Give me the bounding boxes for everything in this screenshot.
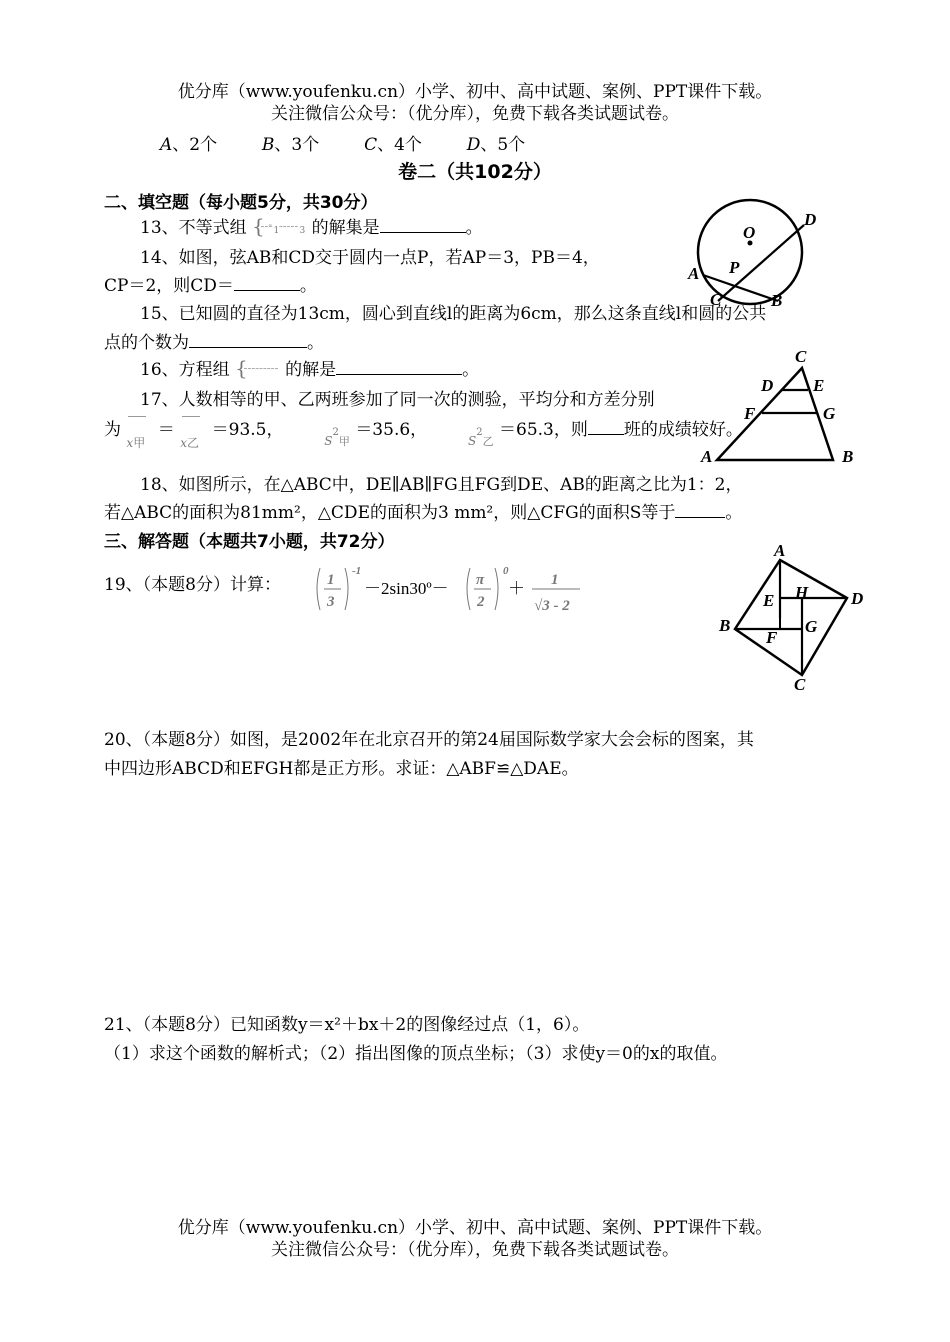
variance-a: S2甲 <box>324 427 350 448</box>
system-brace-image: {̃ ̃ ̃̃1 ̃ ̃ ̃ ̃ ̃3 <box>252 214 307 238</box>
square-figure <box>710 538 870 693</box>
question-16: 16、方程组 {̃ ̃ ̃ ̃ ̃ ̃ ̃ ̃ ̃ 的解是 。 <box>140 356 480 380</box>
label-g: G <box>805 617 818 636</box>
equation-system-image: {̃ ̃ ̃ ̃ ̃ ̃ ̃ ̃ ̃ <box>235 356 280 380</box>
q12-options <box>160 130 525 155</box>
header-line-1: 优分库（www.youfenku.cn）小学、初中、高中试题、案例、PPT课件下载。 <box>177 82 773 102</box>
question-18-line1: 18、如图所示，在△ABC中，DE∥AB∥FG且FG到DE、AB的距离之比为1：2， <box>140 475 743 495</box>
exp-neg1: -1 <box>352 565 362 577</box>
question-15-line1: 15、已知圆的直径为13cm，圆心到直线l的距离为6cm，那么这条直线l和圆的公共 <box>140 304 767 324</box>
variance-b: S2乙 <box>467 427 494 448</box>
question-14-line2: CP＝2，则CD＝ 。 <box>104 271 317 296</box>
label-d: D <box>761 376 774 395</box>
triangle-figure <box>695 342 865 472</box>
option-a: A、2个 <box>160 135 218 155</box>
pi-num: π <box>476 572 485 588</box>
frac1-den: 3 <box>327 594 335 610</box>
circle <box>698 200 802 304</box>
label-b: B <box>719 616 731 635</box>
question-17-line1: 17、人数相等的甲、乙两班参加了同一次的测验，平均分和方差分别 <box>140 390 655 410</box>
question-18-line2: 若△ABC的面积为81mm²，△CDE的面积为3 mm²，则△CFG的面积S等于 。 <box>104 498 742 523</box>
label-f: F <box>766 628 778 647</box>
footer-line-2: 关注微信公众号：（优分库），免费下载各类试题试卷。 <box>271 1240 679 1260</box>
square-efgh <box>780 598 802 629</box>
question-20-line1: 20、（本题8分）如图，是2002年在北京召开的第24届国际数学家大会会标的图案，其 <box>104 730 754 750</box>
circle-figure <box>680 195 830 315</box>
option-b: B、3个 <box>261 135 320 155</box>
exp-zero: 0 <box>503 565 509 577</box>
label-g: G <box>823 404 836 423</box>
question-17-line2: 为 $_{x甲}$ ＝ $_{x乙}$ ＝93.5， $_{S^2甲}$ ＝35.6， $_{S^2乙}$ ＝65.3，则 班的成绩较好。 <box>104 415 743 440</box>
label-f: F <box>744 404 756 423</box>
label-c: C <box>794 675 806 693</box>
option-c: C、4个 <box>364 135 422 155</box>
pi-den: 2 <box>477 594 485 610</box>
square-abcd <box>735 560 847 675</box>
label-c: C <box>795 347 807 366</box>
question-13: 13、不等式组 {̃ ̃ ̃̃1 ̃ ̃ ̃ ̃ ̃3 的解集是 。 <box>140 214 483 238</box>
label-p: P <box>729 258 740 277</box>
label-a: A <box>688 264 700 283</box>
label-a: A <box>701 447 713 466</box>
q19-middle: －2sin30º－ <box>364 579 449 598</box>
question-20-line2: 中四边形ABCD和EFGH都是正方形。求证：△ABF≌△DAE。 <box>104 759 579 779</box>
label-e: E <box>763 591 775 610</box>
question-15-line2: 点的个数为 。 <box>104 328 324 353</box>
section-fill-heading: 二、填空题（每小题5分，共30分） <box>104 193 378 213</box>
mean-a: x甲 <box>126 420 152 440</box>
label-h: H <box>795 583 809 602</box>
frac2-den: √3 - 2 <box>534 598 570 614</box>
frac2-num: 1 <box>551 572 559 588</box>
label-d: D <box>804 210 817 229</box>
section-answer-heading: 三、解答题（本题共7小题，共72分） <box>104 532 395 552</box>
question-21-line2: （1）求这个函数的解析式；（2）指出图像的顶点坐标；（3）求使y＝0的x的取值。 <box>104 1044 728 1064</box>
q19-expression <box>312 560 587 620</box>
footer-line-1: 优分库（www.youfenku.cn）小学、初中、高中试题、案例、PPT课件下载。 <box>177 1218 773 1238</box>
label-c: C <box>710 290 722 309</box>
q19-plus: ＋ <box>508 579 525 598</box>
question-21-line1: 21、（本题8分）已知函数y＝x²＋bx＋2的图像经过点（1，6）。 <box>104 1015 590 1035</box>
label-a: A <box>774 541 786 560</box>
label-b: B <box>842 447 854 466</box>
label-e: E <box>813 376 825 395</box>
question-19: 19、（本题8分）计算： <box>104 575 281 595</box>
label-o: O <box>743 223 756 242</box>
part2-title: 卷二（共102分） <box>398 161 552 183</box>
mean-b: x乙 <box>180 420 206 440</box>
header-line-2: 关注微信公众号：（优分库），免费下载各类试题试卷。 <box>271 104 679 124</box>
label-b: B <box>771 291 783 310</box>
question-14-line1: 14、如图，弦AB和CD交于圆内一点P，若AP＝3，PB＝4， <box>140 248 600 268</box>
option-d: D、5个 <box>466 135 526 155</box>
label-d: D <box>851 589 864 608</box>
frac1-num: 1 <box>327 572 335 588</box>
